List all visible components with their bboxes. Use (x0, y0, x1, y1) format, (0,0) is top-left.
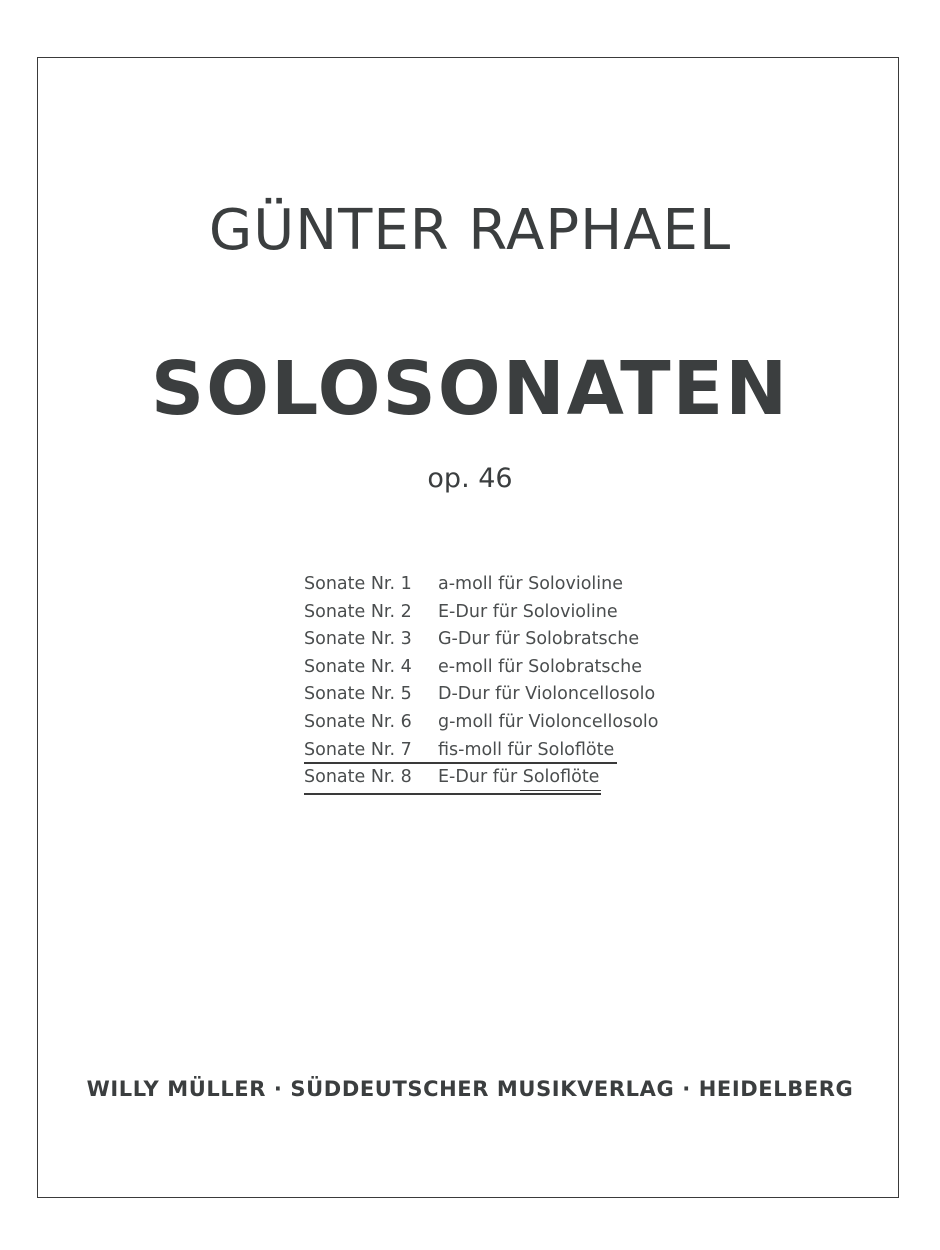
sonata-item-4 (304, 654, 659, 682)
sonata-description: D-Dur für Violoncellosolo (438, 684, 656, 705)
sonata-item-1 (304, 571, 659, 599)
sonata-description: a-moll für Solovioline (438, 574, 623, 594)
sonata-number: Sonate Nr. 1 (304, 574, 412, 594)
document-title: SOLOSONATEN (150, 346, 790, 432)
handwritten-underline (304, 762, 617, 764)
sonata-item-5 (304, 681, 659, 709)
sonata-number: Sonate Nr. 3 (304, 629, 412, 650)
opus-number: op. 46 (427, 463, 513, 494)
sonata-description: e-moll für Solobratsche (438, 656, 643, 677)
sonata-number: Sonate Nr. 6 (304, 711, 412, 732)
sonata-item-2 (304, 599, 659, 627)
sonata-item-8 (304, 764, 659, 792)
sonata-description: g-moll für Violoncellosolo (438, 711, 659, 732)
sonata-number: Sonate Nr. 4 (304, 656, 412, 677)
sonata-number: Sonate Nr. 5 (304, 684, 412, 705)
handwritten-underline (304, 793, 601, 795)
sonata-item-3 (304, 626, 659, 654)
sonata-list (304, 571, 659, 792)
sonata-description: E-Dur für Solovioline (438, 601, 618, 622)
sonata-item-6 (304, 709, 659, 737)
sonata-description: E-Dur für Soloflöte (438, 767, 600, 788)
publisher-line: WILLY MÜLLER · SÜDDEUTSCHER MUSIKVERLAG · HEIDELBERG (86, 1077, 854, 1101)
sonata-item-7 (304, 737, 659, 765)
sonata-description: G-Dur für Solobratsche (438, 629, 640, 650)
handwritten-underline (520, 790, 601, 791)
sonata-number: Sonate Nr. 2 (304, 601, 412, 622)
sonata-number: Sonate Nr. 7 (304, 739, 412, 760)
sonata-description: fis-moll für Soloflöte (438, 739, 615, 760)
sonata-number: Sonate Nr. 8 (304, 767, 412, 788)
composer-name: GÜNTER RAPHAEL (208, 198, 732, 263)
